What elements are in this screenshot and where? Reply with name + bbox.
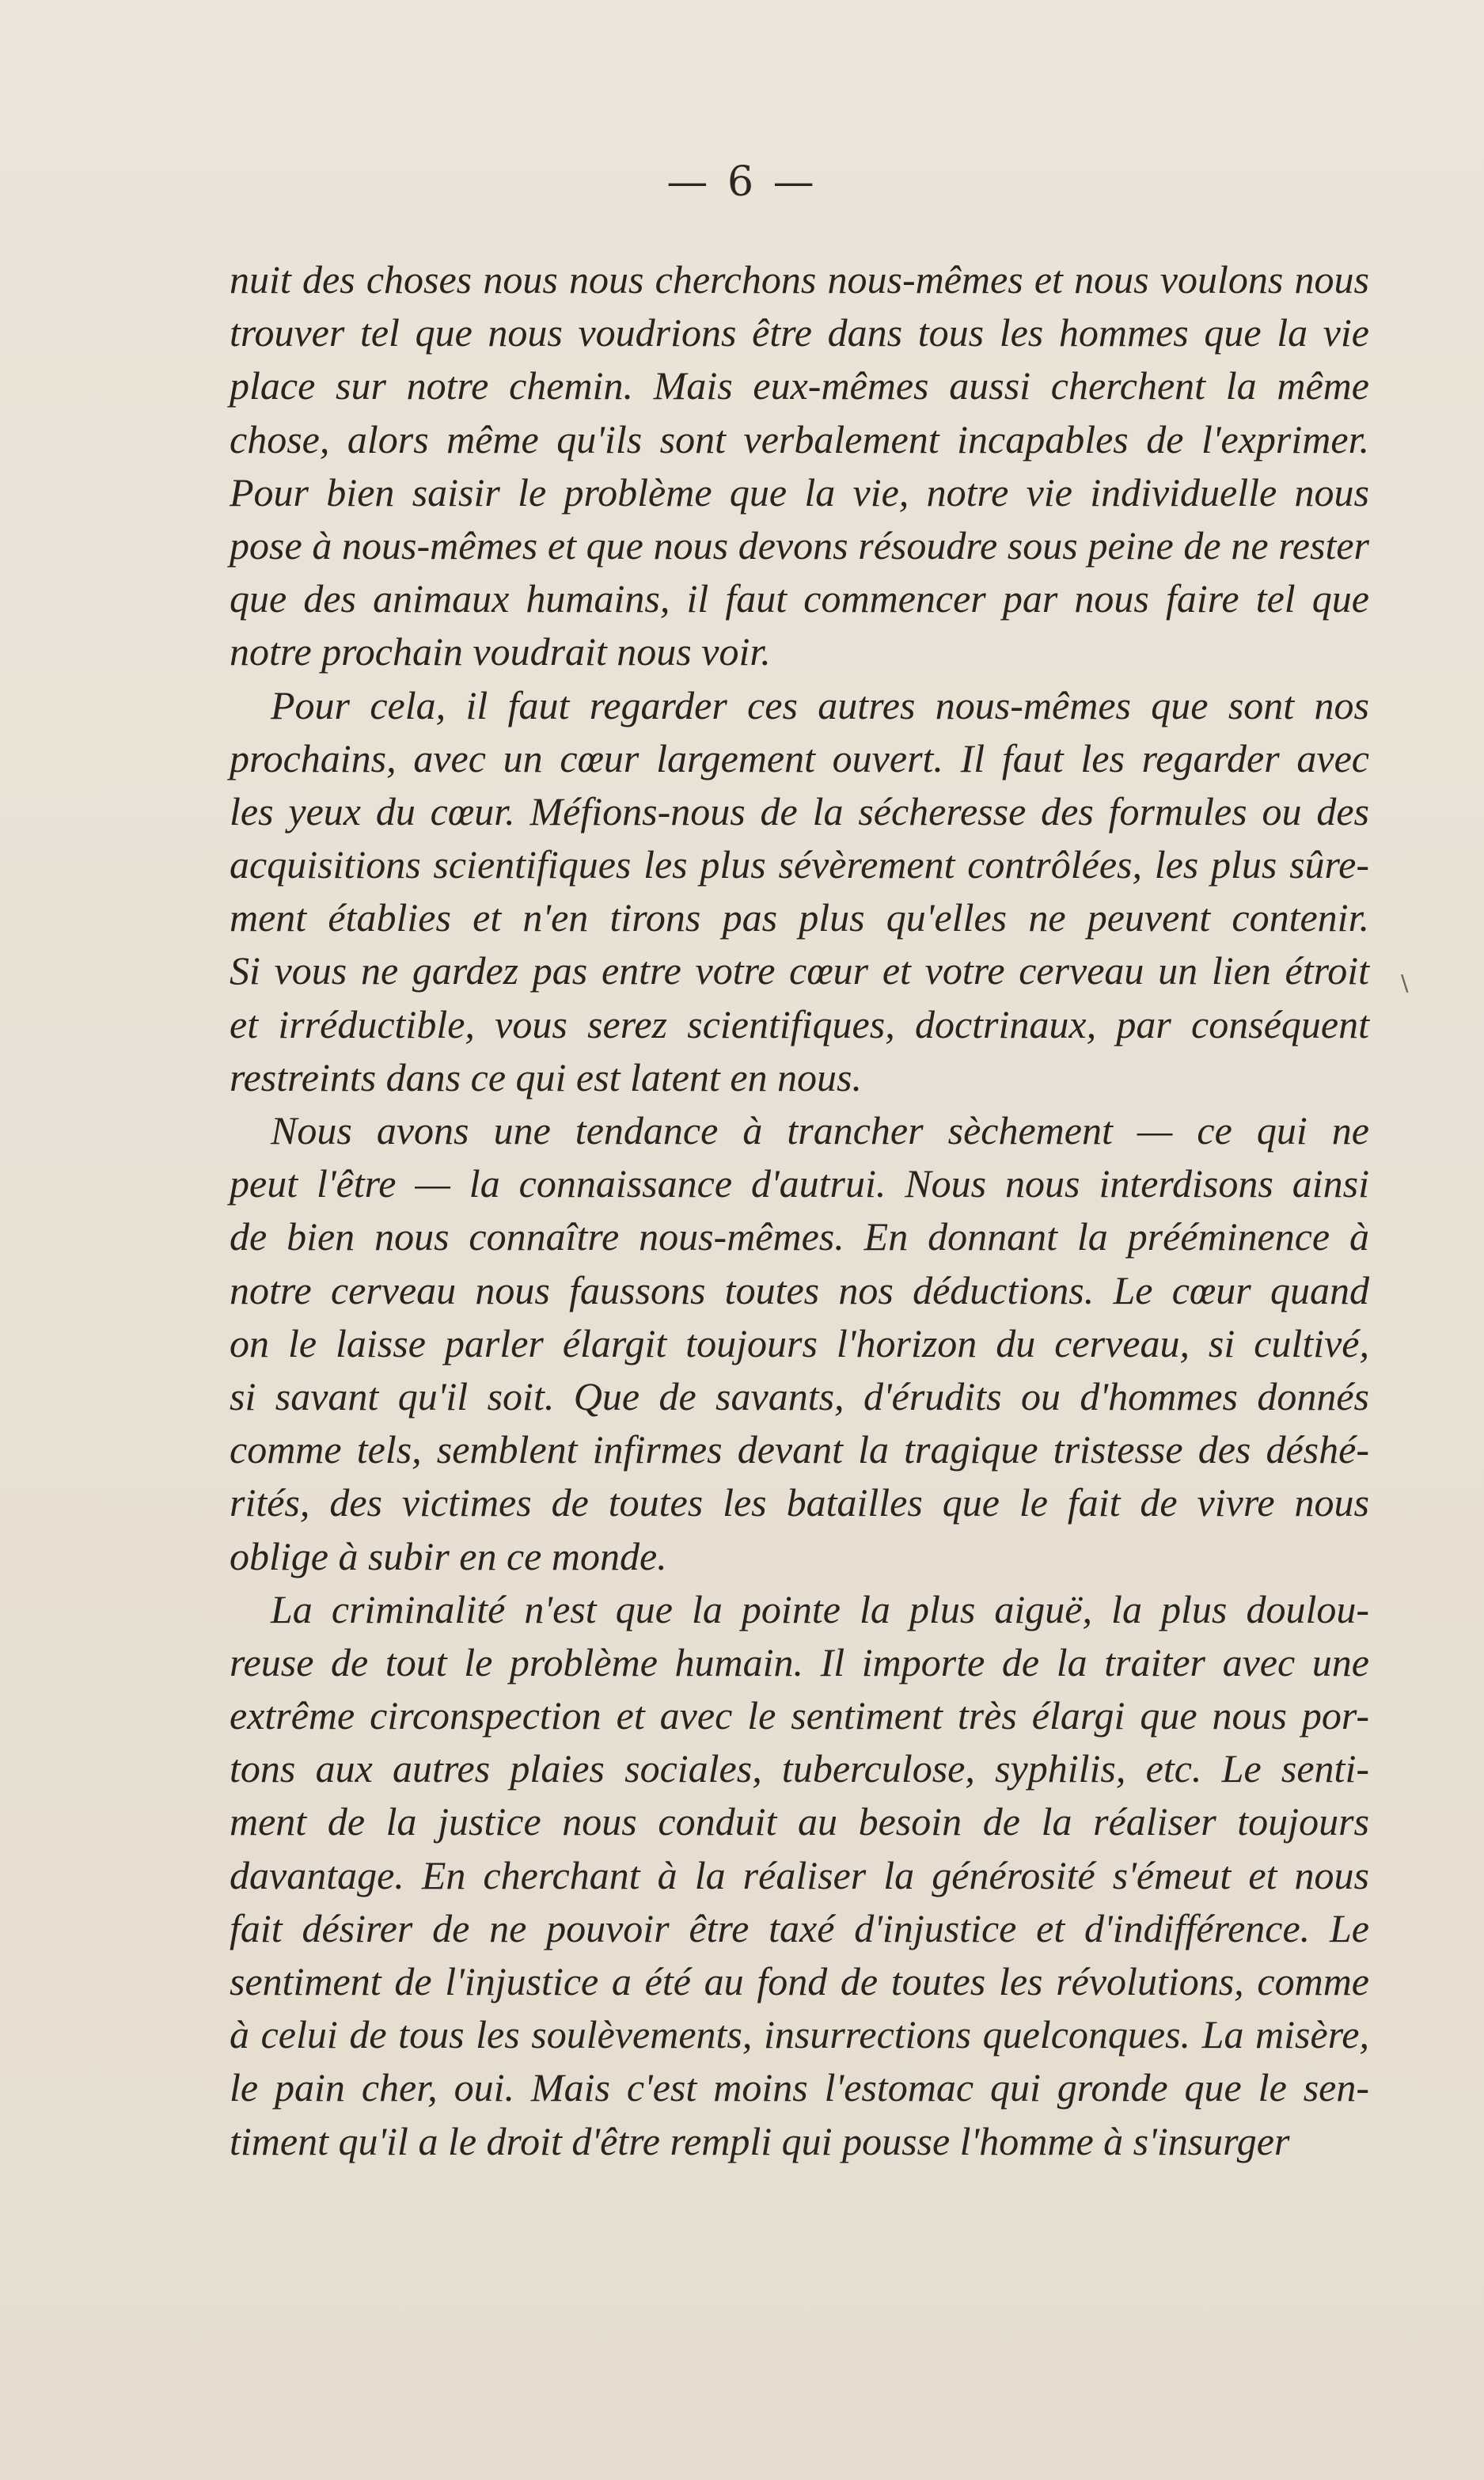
text-line: pose à nous-mêmes et que nous devons résoudre sous peine de ne rester <box>230 522 1369 568</box>
text-line: ment établies et n'en tirons pas plus qu'elles ne peuvent contenir. <box>230 895 1369 940</box>
text-line: sentiment de l'injustice a été au fond de toutes les révolutions, comme <box>230 1959 1369 2003</box>
text-line: nuit des choses nous nous cherchons nous-mêmes et nous voulons nous <box>230 257 1369 302</box>
text-line: tons aux autres plaies sociales, tuberculose, syphilis, etc. Le senti- <box>230 1746 1369 1791</box>
text-line: si savant qu'il soit. Que de savants, d'érudits ou d'hommes donnés <box>230 1373 1369 1418</box>
paragraph-3 <box>230 1104 1369 1583</box>
page-number: — 6 — <box>666 158 818 206</box>
text-line: rités, des victimes de toutes les batailles que le fait de vivre nous <box>230 1480 1369 1525</box>
text-line: Pour bien saisir le problème que la vie, notre vie individuelle nous <box>230 469 1369 515</box>
text-line: La criminalité n'est que la pointe la plus aiguë, la plus doulou- <box>271 1586 1369 1631</box>
text-line: Nous avons une tendance à trancher sèchement — ce qui ne <box>271 1108 1369 1153</box>
text-line: Pour cela, il faut regarder ces autres nous-mêmes que sont nos <box>271 682 1369 727</box>
text-line: peut l'être — la connaissance d'autrui. Nous nous interdisons ainsi <box>230 1161 1369 1206</box>
text-line: que des animaux humains, il faut commencer par nous faire tel que <box>230 576 1369 621</box>
paragraph-1 <box>230 253 1369 679</box>
text-line: de bien nous connaître nous-mêmes. En donnant la prééminence à <box>230 1214 1369 1259</box>
margin-mark: \ <box>1401 970 1409 996</box>
text-line: restreints dans ce qui est latent en nous. <box>230 1054 862 1099</box>
text-line: reuse de tout le problème humain. Il importe de la traiter avec une <box>230 1639 1369 1684</box>
text-line: timent qu'il a le droit d'être rempli qui pousse l'homme à s'insurger <box>230 2118 1290 2163</box>
page-text <box>230 253 1369 2168</box>
text-line: notre prochain voudrait nous voir. <box>230 629 771 674</box>
text-line: extrême circonspection et avec le sentiment très élargi que nous por- <box>230 1693 1369 1738</box>
text-line: Si vous ne gardez pas entre votre cœur et votre cerveau un lien étroit <box>230 948 1369 993</box>
text-line: davantage. En cherchant à la réaliser la générosité s'émeut et nous <box>230 1852 1369 1897</box>
text-line: trouver tel que nous voudrions être dans tous les hommes que la vie <box>230 310 1369 355</box>
text-line: fait désirer de ne pouvoir être taxé d'injustice et d'indifférence. Le <box>230 1905 1369 1950</box>
text-line: ment de la justice nous conduit au besoin de la réaliser toujours <box>230 1799 1369 1844</box>
text-line: place sur notre chemin. Mais eux-mêmes aussi cherchent la même <box>230 363 1369 408</box>
text-line: et irréductible, vous serez scientifiques, doctrinaux, par conséquent <box>230 1001 1369 1046</box>
text-line: acquisitions scientifiques les plus sévèrement contrôlées, les plus sûre- <box>230 842 1369 887</box>
paragraph-4 <box>230 1583 1369 2168</box>
text-line: le pain cher, oui. Mais c'est moins l'estomac qui gronde que le sen- <box>230 2065 1369 2110</box>
text-line: notre cerveau nous faussons toutes nos déductions. Le cœur quand <box>230 1267 1369 1312</box>
text-line: comme tels, semblent infirmes devant la tragique tristesse des déshé- <box>230 1427 1369 1472</box>
paragraph-2 <box>230 679 1369 1105</box>
text-line: prochains, avec un cœur largement ouvert. Il faut les regarder avec <box>230 735 1369 780</box>
text-line: les yeux du cœur. Méfions-nous de la sécheresse des formules ou des <box>230 788 1369 834</box>
text-line: oblige à subir en ce monde. <box>230 1533 667 1578</box>
text-line: à celui de tous les soulèvements, insurrections quelconques. La misère, <box>230 2012 1369 2057</box>
text-line: on le laisse parler élargit toujours l'horizon du cerveau, si cultivé, <box>230 1320 1369 1365</box>
text-line: chose, alors même qu'ils sont verbalement incapables de l'exprimer. <box>230 416 1369 461</box>
